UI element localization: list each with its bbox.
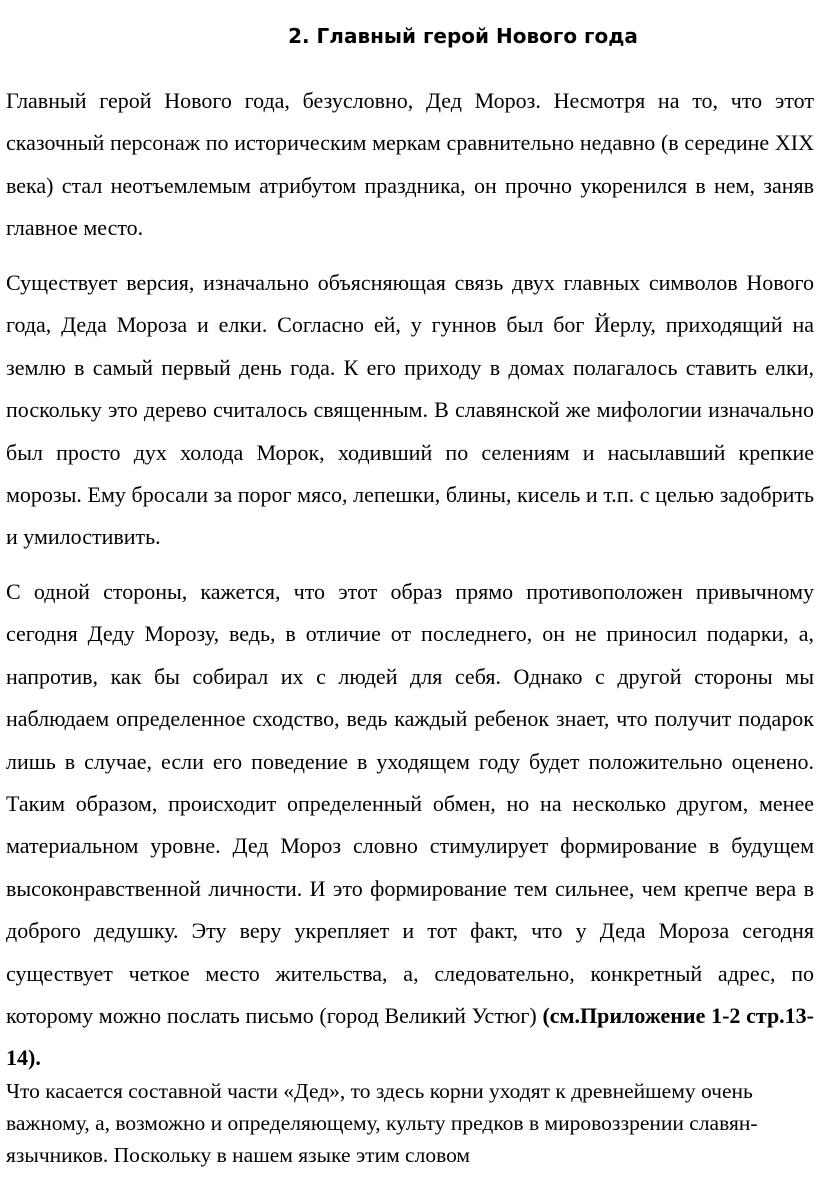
section-heading: 2. Главный герой Нового года: [288, 24, 638, 48]
paragraph-intro: Главный герой Нового года, безусловно, Дед Мороз. Несмотря на то, что этот сказочный персонаж по историческим меркам сравнительно недавно (в середине XIX века) стал неотъемлемым атрибутом праздника, он прочно укоренился в нем, заняв главное место.: [6, 88, 814, 241]
paragraph-ded-origin: Что касается составной части «Дед», то здесь корни уходят к древнейшему очень важному, а, возможно и определяющему, культу предков в мировоззрении славян-язычников. Поскольку в нашем языке этим словом: [6, 1079, 758, 1167]
paragraph-comparison: [6, 571, 814, 1080]
paragraph-version: Существует версия, изначально объясняющая связь двух главных символов Нового года, Деда Мороза и елки. Согласно ей, у гуннов был бог Йерлу, приходящий на землю в самый первый день года. К его приходу в домах полагалось ставить елки, поскольку это дерево считалось священным. В славянской же мифологии изначально был просто дух холода Морок, ходивший по селениям и насылавший крепкие морозы. Ему бросали за порог мясо, лепешки, блины, кисель и т.п. с целью задобрить и умилостивить.: [6, 270, 814, 550]
paragraph-comparison-text: С одной стороны, кажется, что этот образ прямо противоположен привычному сегодня Деду Морозу, ведь, в отличие от последнего, он не приносил подарки, а, напротив, как бы собирал их с людей для себя. Однако с другой стороны мы наблюдаем определенное сходство, ведь каждый ребенок знает, что получит подарок лишь в случае, если его поведение в уходящем году будет положительно оценено. Таким образом, происходит определенный обмен, но на несколько другом, менее материальном уровне. Дед Мороз словно стимулирует формирование в будущем высоконравственной личности. И это формирование тем сильнее, чем крепче вера в доброго дедушку. Эту веру укрепляет и тот факт, что у Деда Мороза сегодня существует четкое место жительства, а, следовательно, конкретный адрес, по которому можно послать письмо (город Великий Устюг): [6, 579, 814, 1029]
appendix-reference: (см.Приложение 1-2 стр.13-14).: [6, 1003, 815, 1071]
